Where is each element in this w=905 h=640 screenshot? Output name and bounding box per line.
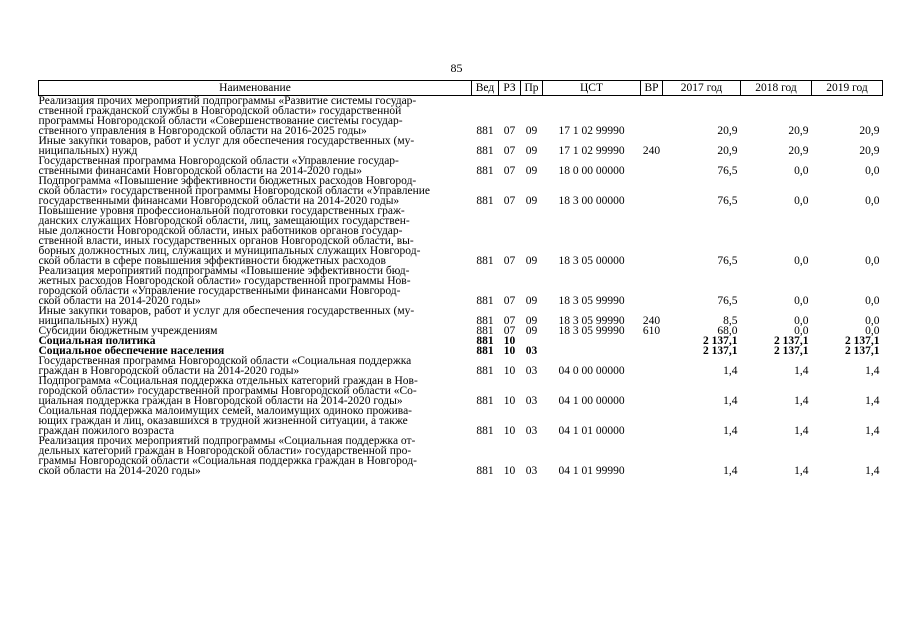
cell-name-line: ниципальных) нужд xyxy=(38,145,138,157)
cell-ved: 881 xyxy=(476,325,494,337)
cell-2017: 76,5 xyxy=(717,195,738,207)
cell-vr: 240 xyxy=(642,145,661,157)
cell-name-line: Социальное обеспечение населения xyxy=(38,345,225,357)
cell-name-line: ющих граждан и лиц, оказавшихся в трудной жизненной ситуации, а также xyxy=(38,415,408,427)
cell-name xyxy=(39,206,472,266)
table-body xyxy=(39,96,883,477)
cell-2017: 20,9 xyxy=(717,125,738,137)
table-row xyxy=(39,406,883,436)
cell-ved: 881 xyxy=(476,195,494,207)
cell-2018: 20,9 xyxy=(788,125,809,137)
cell-cst xyxy=(543,346,641,356)
cell-2017: 2 137,1 xyxy=(703,335,738,347)
cell-cst: 04 1 00 00000 xyxy=(558,395,625,407)
cell-name-line: ской области на 2014-2020 годы» xyxy=(38,295,201,307)
cell-rz: 07 xyxy=(503,165,516,177)
cell-2019: 1,4 xyxy=(865,395,880,407)
cell-name xyxy=(39,176,472,206)
cell-name xyxy=(39,356,472,376)
cell-name-line: борных должностных лиц, служащих и муниципальных служащих Новгород- xyxy=(38,245,421,257)
cell-pr: 09 xyxy=(525,195,538,207)
cell-2019: 1,4 xyxy=(865,465,880,477)
cell-2019: 0,0 xyxy=(865,315,880,327)
cell-2019: 1,4 xyxy=(865,365,880,377)
table-row xyxy=(39,356,883,376)
cell-ved: 881 xyxy=(476,165,494,177)
cell-name-line: ской области в сфере повышения эффективности бюджетных расходов xyxy=(38,255,386,267)
header-2017: 2017 год xyxy=(663,81,741,96)
cell-ved: 881 xyxy=(476,395,494,407)
cell-vr xyxy=(641,406,663,436)
cell-2019: 0,0 xyxy=(865,295,880,307)
cell-name-line: Государственная программа Новгородской области «Управление государ- xyxy=(38,155,399,167)
cell-name-line: дельных категорий граждан в Новгородской области» государственной про- xyxy=(38,445,412,457)
table-row xyxy=(39,156,883,176)
cell-2017: 8,5 xyxy=(723,315,738,327)
header-ved: Вед xyxy=(472,81,499,96)
header-2019: 2019 год xyxy=(812,81,883,96)
cell-2018: 0,0 xyxy=(794,295,809,307)
cell-2017: 68,0 xyxy=(717,325,738,337)
cell-name-line: Подпрограмма «Повышение эффективности бюджетных расходов Новгород- xyxy=(38,175,417,187)
cell-vr xyxy=(641,436,663,476)
cell-name-line: данских служащих Новгородской области, лиц, замещающих государствен- xyxy=(38,215,410,227)
cell-name-line: ственного управления в Новгородской области на 2016-2025 годы» xyxy=(38,125,367,137)
cell-cst: 18 3 05 99990 xyxy=(558,325,625,337)
cell-ved: 881 xyxy=(476,315,494,327)
cell-2018: 1,4 xyxy=(794,465,809,477)
cell-name xyxy=(39,306,472,326)
cell-rz: 10 xyxy=(503,345,516,357)
cell-2018: 1,4 xyxy=(794,425,809,437)
cell-name-line: государственными финансами Новгородской области на 2014-2020 годы» xyxy=(38,195,400,207)
cell-pr: 03 xyxy=(525,425,538,437)
cell-rz: 07 xyxy=(503,325,516,337)
cell-vr xyxy=(641,96,663,137)
cell-ved: 881 xyxy=(476,425,494,437)
cell-name-line: Повышение уровня профессиональной подготовки государственных граж- xyxy=(38,205,405,217)
cell-cst: 04 1 01 00000 xyxy=(558,425,625,437)
header-cst: ЦСТ xyxy=(543,81,641,96)
cell-rz: 07 xyxy=(503,255,516,267)
table-row xyxy=(39,326,883,336)
cell-2018: 0,0 xyxy=(794,165,809,177)
cell-ved: 881 xyxy=(476,465,494,477)
cell-rz: 07 xyxy=(503,195,516,207)
cell-rz: 07 xyxy=(503,295,516,307)
cell-name-line: Иные закупки товаров, работ и услуг для обеспечения государственных (му- xyxy=(38,135,415,147)
cell-name-line: Социальная поддержка малоимущих семей, малоимущих одиноко прожива- xyxy=(38,405,412,417)
cell-ved: 881 xyxy=(476,125,494,137)
cell-vr xyxy=(641,376,663,406)
cell-pr: 09 xyxy=(525,145,538,157)
cell-vr xyxy=(641,346,663,356)
cell-cst: 17 1 02 99990 xyxy=(558,125,625,137)
cell-2017: 1,4 xyxy=(723,395,738,407)
cell-rz: 10 xyxy=(503,335,516,347)
cell-rz: 10 xyxy=(503,365,516,377)
cell-ved: 881 xyxy=(476,345,494,357)
cell-2019: 0,0 xyxy=(865,255,880,267)
cell-name-line: граммы Новгородской области «Социальная поддержка граждан в Новгород- xyxy=(38,455,417,467)
page-number: 85 xyxy=(450,61,463,75)
cell-2019: 2 137,1 xyxy=(845,345,880,357)
cell-2017: 76,5 xyxy=(717,295,738,307)
cell-pr: 03 xyxy=(525,465,538,477)
cell-name-line: Подпрограмма «Социальная поддержка отдельных категорий граждан в Нов- xyxy=(38,375,418,387)
cell-ved: 881 xyxy=(476,335,494,347)
cell-rz: 10 xyxy=(503,395,516,407)
cell-name-line: граждан в Новгородской области на 2014-2020 годы» xyxy=(38,365,300,377)
cell-name xyxy=(39,156,472,176)
cell-2017: 1,4 xyxy=(723,465,738,477)
cell-2017: 2 137,1 xyxy=(703,345,738,357)
cell-2018: 1,4 xyxy=(794,365,809,377)
cell-2018: 0,0 xyxy=(794,255,809,267)
cell-vr xyxy=(641,266,663,306)
table-header-row xyxy=(39,81,883,96)
cell-2018: 0,0 xyxy=(794,325,809,337)
table-row xyxy=(39,136,883,156)
cell-name-line: ской области на 2014-2020 годы» xyxy=(38,465,201,477)
table-row xyxy=(39,176,883,206)
cell-pr: 09 xyxy=(525,295,538,307)
cell-pr: 09 xyxy=(525,125,538,137)
cell-cst: 04 1 01 99990 xyxy=(558,465,625,477)
cell-2019: 20,9 xyxy=(859,125,880,137)
cell-vr xyxy=(641,356,663,376)
cell-2017: 1,4 xyxy=(723,365,738,377)
cell-name-line: Социальная политика xyxy=(38,335,156,347)
cell-2018: 0,0 xyxy=(794,315,809,327)
cell-2018: 2 137,1 xyxy=(774,335,809,347)
cell-name xyxy=(39,266,472,306)
cell-pr: 03 xyxy=(525,345,538,357)
header-vr: ВР xyxy=(641,81,663,96)
cell-name xyxy=(39,436,472,476)
cell-2019: 1,4 xyxy=(865,425,880,437)
cell-vr: 240 xyxy=(642,315,661,327)
cell-2018: 20,9 xyxy=(788,145,809,157)
table-row xyxy=(39,266,883,306)
cell-name-line: жетных расходов Новгородской области» государственной программы Нов- xyxy=(38,275,411,287)
cell-2018: 2 137,1 xyxy=(774,345,809,357)
header-rz: РЗ xyxy=(499,81,521,96)
cell-2018: 1,4 xyxy=(794,395,809,407)
cell-name xyxy=(39,376,472,406)
cell-name-line: городской области» государственной программы Новгородской области «Со- xyxy=(38,385,417,397)
cell-name-line: ниципальных) нужд xyxy=(38,315,138,327)
table-row xyxy=(39,96,883,137)
cell-cst xyxy=(543,336,641,346)
cell-cst: 18 0 00 00000 xyxy=(558,165,625,177)
cell-vr xyxy=(641,176,663,206)
cell-pr: 09 xyxy=(525,325,538,337)
cell-ved: 881 xyxy=(476,295,494,307)
cell-rz: 07 xyxy=(503,315,516,327)
cell-2017: 76,5 xyxy=(717,165,738,177)
cell-name-line: Субсидии бюджетным учреждениям xyxy=(38,325,218,337)
cell-name-line: граждан пожилого возраста xyxy=(38,425,175,437)
cell-ved: 881 xyxy=(476,365,494,377)
cell-cst: 18 3 05 00000 xyxy=(558,255,625,267)
cell-rz: 10 xyxy=(503,425,516,437)
cell-name xyxy=(39,136,472,156)
cell-2017: 76,5 xyxy=(717,255,738,267)
header-2018: 2018 год xyxy=(741,81,812,96)
cell-rz: 07 xyxy=(503,125,516,137)
header-name: Наименование xyxy=(39,81,472,96)
cell-vr xyxy=(641,156,663,176)
cell-vr: 610 xyxy=(642,325,661,337)
cell-pr: 09 xyxy=(525,165,538,177)
cell-2017: 1,4 xyxy=(723,425,738,437)
cell-2019: 0,0 xyxy=(865,325,880,337)
cell-name-line: городской области «Управление государственными финансами Новгород- xyxy=(38,285,401,297)
table-row xyxy=(39,376,883,406)
cell-name-line: Иные закупки товаров, работ и услуг для обеспечения государственных (му- xyxy=(38,305,415,317)
cell-cst: 17 1 02 99990 xyxy=(558,145,625,157)
cell-vr xyxy=(641,336,663,346)
cell-2018: 0,0 xyxy=(794,195,809,207)
cell-2017: 20,9 xyxy=(717,145,738,157)
table-row xyxy=(39,436,883,476)
cell-name-line: Реализация прочих мероприятий подпрограммы «Социальная поддержка от- xyxy=(38,435,416,447)
cell-ved: 881 xyxy=(476,145,494,157)
cell-cst: 18 3 05 99990 xyxy=(558,295,625,307)
cell-name-line: ственной гражданской службы в Новгородской области» государственной xyxy=(38,105,402,117)
cell-name-line: ственной власти, иных государственных органов Новгородской области, вы- xyxy=(38,235,414,247)
cell-vr xyxy=(641,206,663,266)
budget-table xyxy=(38,80,883,476)
cell-cst: 18 3 05 99990 xyxy=(558,315,625,327)
cell-name-line: Государственная программа Новгородской области «Социальная поддержка xyxy=(38,355,412,367)
cell-name-line: ственными финансами Новгородской области на 2014-2020 годы» xyxy=(38,165,363,177)
cell-name-line: Реализация мероприятий подпрограммы «Повышение эффективности бюд- xyxy=(38,265,410,277)
cell-2019: 20,9 xyxy=(859,145,880,157)
cell-pr: 03 xyxy=(525,365,538,377)
table-row xyxy=(39,206,883,266)
cell-rz: 10 xyxy=(503,465,516,477)
table-row xyxy=(39,306,883,326)
cell-name xyxy=(39,406,472,436)
cell-cst: 18 3 00 00000 xyxy=(558,195,625,207)
cell-2019: 0,0 xyxy=(865,195,880,207)
cell-name-line: программы Новгородской области «Совершенствование системы государ- xyxy=(38,115,403,127)
cell-pr: 09 xyxy=(525,315,538,327)
cell-rz: 07 xyxy=(503,145,516,157)
cell-name xyxy=(39,96,472,137)
cell-pr: 09 xyxy=(525,255,538,267)
cell-name-line: ской области» государственной программы Новгородской области «Управление xyxy=(38,185,430,197)
cell-cst: 04 0 00 00000 xyxy=(558,365,625,377)
cell-name-line: Реализация прочих мероприятий подпрограммы «Развитие системы государ- xyxy=(38,95,417,107)
cell-2019: 0,0 xyxy=(865,165,880,177)
cell-name-line: ные должности Новгородской области, иных работников органов государ- xyxy=(38,225,403,237)
cell-ved: 881 xyxy=(476,255,494,267)
header-pr: Пр xyxy=(521,81,543,96)
cell-name-line: циальная поддержка граждан в Новгородской области на 2014-2020 годы» xyxy=(38,395,403,407)
cell-2019: 2 137,1 xyxy=(845,335,880,347)
cell-pr: 03 xyxy=(525,395,538,407)
